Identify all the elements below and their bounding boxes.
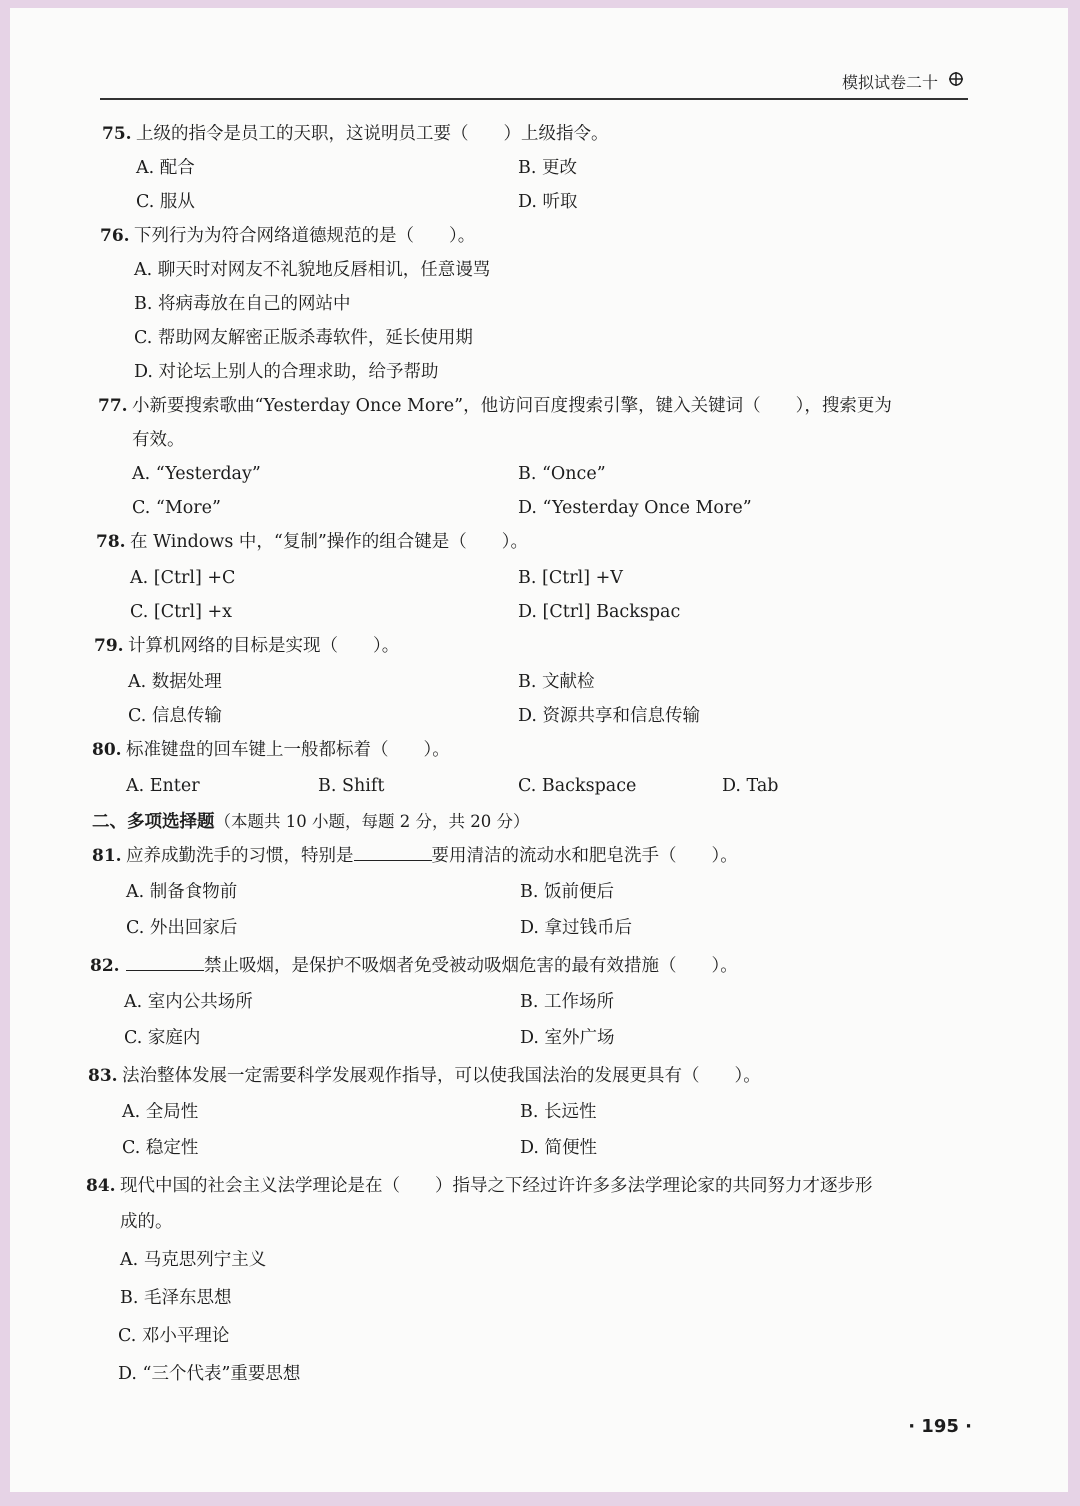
question-text: 小新要搜索歌曲“Yesterday Once More”，他访问百度搜索引擎，键入关键词（ ），搜索更为 — [132, 396, 892, 416]
option-d: D. 听取 — [518, 192, 578, 212]
option-d: D. [Ctrl] Backspac — [518, 602, 681, 622]
option-d: D. “三个代表”重要思想 — [118, 1364, 301, 1384]
section-heading — [92, 808, 529, 833]
option-b: B. Shift — [318, 776, 385, 796]
question-text: 现代中国的社会主义法学理论是在（ ）指导之下经过许许多多法学理论家的共同努力才逐步形 — [120, 1176, 873, 1196]
option-b: B. 文献检 — [518, 672, 595, 692]
option-a: A. 配合 — [136, 158, 195, 178]
option-a: A. 全局性 — [122, 1102, 199, 1122]
option-c: C. 家庭内 — [124, 1028, 201, 1048]
page-header — [100, 64, 968, 100]
question-text-after: 禁止吸烟，是保护不吸烟者免受被动吸烟危害的最有效措施（ ）。 — [204, 956, 738, 976]
exam-page — [10, 8, 1068, 1492]
question-text-after: 要用清洁的流动水和肥皂洗手（ ）。 — [431, 846, 738, 866]
question-text: 上级的指令是员工的天职，这说明员工要（ ）上级指令。 — [136, 124, 609, 144]
question-text: 计算机网络的目标是实现（ ）。 — [128, 636, 400, 656]
section-note: （本题共 10 小题，每题 2 分，共 20 分） — [214, 812, 530, 831]
question-text: 在 Windows 中，“复制”操作的组合键是（ ）。 — [130, 532, 529, 552]
question-number: 76. — [100, 226, 130, 246]
option-d: D. 对论坛上别人的合理求助，给予帮助 — [134, 362, 439, 382]
fill-blank — [354, 844, 432, 861]
option-b: B. 将病毒放在自己的网站中 — [134, 294, 351, 314]
option-a: A. 制备食物前 — [126, 882, 238, 902]
option-a: A. 室内公共场所 — [124, 992, 253, 1012]
option-c: C. 稳定性 — [122, 1138, 199, 1158]
question-number: 80. — [92, 740, 122, 760]
option-a: A. “Yesterday” — [132, 464, 261, 484]
option-d: D. 简便性 — [520, 1138, 598, 1158]
question-number: 83. — [88, 1066, 118, 1086]
question-text-before: 应养成勤洗手的习惯，特别是 — [126, 846, 354, 866]
option-d: D. 拿过钱币后 — [520, 918, 633, 938]
option-b: B. 工作场所 — [520, 992, 614, 1012]
option-b: B. 毛泽东思想 — [120, 1288, 232, 1308]
question-number: 79. — [94, 636, 124, 656]
question-number: 78. — [96, 532, 126, 552]
option-d: D. “Yesterday Once More” — [518, 498, 752, 518]
option-b: B. “Once” — [518, 464, 606, 484]
option-c: C. 帮助网友解密正版杀毒软件，延长使用期 — [134, 328, 473, 348]
question-text-line2: 成的。 — [120, 1212, 173, 1232]
option-c: C. 服从 — [136, 192, 195, 212]
option-c: C. “More” — [132, 498, 221, 518]
question-number: 77. — [98, 396, 128, 416]
option-b: B. [Ctrl] +V — [518, 568, 623, 588]
question-number: 82. — [90, 956, 120, 976]
page-number: · 195 · — [908, 1416, 972, 1437]
option-d: D. 室外广场 — [520, 1028, 615, 1048]
option-c: C. 外出回家后 — [126, 918, 238, 938]
question-text: 标准键盘的回车键上一般都标着（ ）。 — [126, 740, 450, 760]
option-a: A. 马克思列宁主义 — [120, 1250, 267, 1270]
question-number: 75. — [102, 124, 132, 144]
question-number: 81. — [92, 846, 122, 866]
crosshair-icon — [948, 71, 964, 87]
option-b: B. 饭前便后 — [520, 882, 614, 902]
fill-blank — [126, 954, 204, 971]
question-text-line2: 有效。 — [132, 430, 185, 450]
option-a: A. 聊天时对网友不礼貌地反唇相讥，任意谩骂 — [134, 260, 491, 280]
option-d: D. 资源共享和信息传输 — [518, 706, 701, 726]
option-c: C. 邓小平理论 — [118, 1326, 230, 1346]
section-title: 二、多项选择题 — [92, 812, 215, 832]
option-c: C. Backspace — [518, 776, 637, 796]
question-text: 法治整体发展一定需要科学发展观作指导，可以使我国法治的发展更具有（ ）。 — [122, 1066, 761, 1086]
option-a: A. Enter — [126, 776, 200, 796]
header-title: 模拟试卷二十 — [841, 73, 938, 92]
option-b: B. 长远性 — [520, 1102, 597, 1122]
option-a: A. 数据处理 — [128, 672, 222, 692]
option-a: A. [Ctrl] +C — [130, 568, 236, 588]
option-c: C. [Ctrl] +x — [130, 602, 233, 622]
option-b: B. 更改 — [518, 158, 577, 178]
question-number: 84. — [86, 1176, 116, 1196]
option-d: D. Tab — [722, 776, 779, 796]
question-text: 下列行为为符合网络道德规范的是（ ）。 — [134, 226, 476, 246]
option-c: C. 信息传输 — [128, 706, 222, 726]
